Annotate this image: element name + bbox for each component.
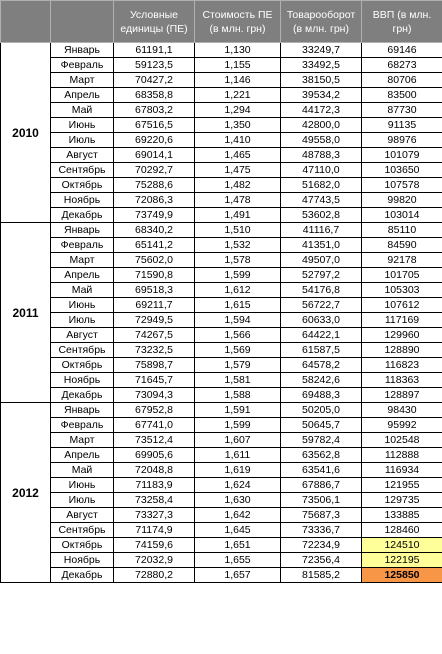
month-cell: Июль [51, 313, 114, 328]
turnover-cell: 50205,0 [281, 403, 362, 418]
units-cell: 75898,7 [114, 358, 195, 373]
month-cell: Март [51, 73, 114, 88]
units-cell: 69220,6 [114, 133, 195, 148]
gdp-cell: 129735 [362, 493, 442, 508]
month-cell: Июнь [51, 478, 114, 493]
units-cell: 72880,2 [114, 568, 195, 583]
turnover-cell: 47110,0 [281, 163, 362, 178]
units-cell: 73232,5 [114, 343, 195, 358]
cost-cell: 1,619 [195, 463, 281, 478]
table-row [1, 133, 442, 148]
header-year [1, 1, 51, 43]
turnover-cell: 52797,2 [281, 268, 362, 283]
gdp-cell: 98430 [362, 403, 442, 418]
header-row [1, 1, 442, 43]
month-cell: Февраль [51, 238, 114, 253]
turnover-cell: 48788,3 [281, 148, 362, 163]
month-cell: Март [51, 253, 114, 268]
header-turnover: Товарооборот (в млн. грн) [281, 1, 362, 43]
cost-cell: 1,130 [195, 43, 281, 58]
units-cell: 75288,6 [114, 178, 195, 193]
cost-cell: 1,410 [195, 133, 281, 148]
gdp-cell: 68273 [362, 58, 442, 73]
gdp-cell: 85110 [362, 223, 442, 238]
turnover-cell: 73336,7 [281, 523, 362, 538]
turnover-cell: 39534,2 [281, 88, 362, 103]
month-cell: Ноябрь [51, 373, 114, 388]
gdp-cell: 128460 [362, 523, 442, 538]
turnover-cell: 63541,6 [281, 463, 362, 478]
gdp-cell: 92178 [362, 253, 442, 268]
units-cell: 72048,8 [114, 463, 195, 478]
table-row [1, 358, 442, 373]
turnover-cell: 49558,0 [281, 133, 362, 148]
gdp-cell: 84590 [362, 238, 442, 253]
units-cell: 73327,3 [114, 508, 195, 523]
month-cell: Декабрь [51, 388, 114, 403]
turnover-cell: 58242,6 [281, 373, 362, 388]
cost-cell: 1,510 [195, 223, 281, 238]
cost-cell: 1,569 [195, 343, 281, 358]
month-cell: Апрель [51, 268, 114, 283]
gdp-cell: 128890 [362, 343, 442, 358]
cost-cell: 1,624 [195, 478, 281, 493]
month-cell: Сентябрь [51, 343, 114, 358]
table-row [1, 238, 442, 253]
turnover-cell: 72356,4 [281, 553, 362, 568]
month-cell: Октябрь [51, 358, 114, 373]
gdp-cell: 112888 [362, 448, 442, 463]
units-cell: 71590,8 [114, 268, 195, 283]
gdp-cell: 122195 [362, 553, 442, 568]
turnover-cell: 41351,0 [281, 238, 362, 253]
units-cell: 75602,0 [114, 253, 195, 268]
month-cell: Апрель [51, 88, 114, 103]
month-cell: Май [51, 283, 114, 298]
gdp-cell: 98976 [362, 133, 442, 148]
units-cell: 67741,0 [114, 418, 195, 433]
table-row [1, 313, 442, 328]
gdp-cell: 118363 [362, 373, 442, 388]
cost-cell: 1,645 [195, 523, 281, 538]
month-cell: Апрель [51, 448, 114, 463]
month-cell: Январь [51, 223, 114, 238]
units-cell: 72086,3 [114, 193, 195, 208]
table-row [1, 193, 442, 208]
units-cell: 71183,9 [114, 478, 195, 493]
turnover-cell: 47743,5 [281, 193, 362, 208]
table-row [1, 103, 442, 118]
units-cell: 69518,3 [114, 283, 195, 298]
month-cell: Декабрь [51, 208, 114, 223]
table-row [1, 538, 442, 553]
table-row [1, 118, 442, 133]
cost-cell: 1,221 [195, 88, 281, 103]
month-cell: Май [51, 463, 114, 478]
month-cell: Июль [51, 133, 114, 148]
turnover-cell: 53602,8 [281, 208, 362, 223]
units-cell: 70427,2 [114, 73, 195, 88]
gdp-cell: 80706 [362, 73, 442, 88]
month-cell: Сентябрь [51, 163, 114, 178]
cost-cell: 1,655 [195, 553, 281, 568]
table-row [1, 73, 442, 88]
cost-cell: 1,482 [195, 178, 281, 193]
table-body [1, 43, 442, 583]
units-cell: 74159,6 [114, 538, 195, 553]
table-row [1, 178, 442, 193]
cost-cell: 1,599 [195, 418, 281, 433]
turnover-cell: 41116,7 [281, 223, 362, 238]
gdp-cell: 101705 [362, 268, 442, 283]
units-cell: 73094,3 [114, 388, 195, 403]
cost-cell: 1,532 [195, 238, 281, 253]
table-row [1, 493, 442, 508]
table-row [1, 463, 442, 478]
gdp-cell: 107612 [362, 298, 442, 313]
cost-cell: 1,350 [195, 118, 281, 133]
cost-cell: 1,294 [195, 103, 281, 118]
gdp-cell: 116934 [362, 463, 442, 478]
month-cell: Август [51, 148, 114, 163]
table-row [1, 163, 442, 178]
units-cell: 68340,2 [114, 223, 195, 238]
cost-cell: 1,612 [195, 283, 281, 298]
turnover-cell: 81585,2 [281, 568, 362, 583]
turnover-cell: 72234,9 [281, 538, 362, 553]
gdp-cell: 125850 [362, 568, 442, 583]
table-row [1, 148, 442, 163]
month-cell: Февраль [51, 58, 114, 73]
cost-cell: 1,581 [195, 373, 281, 388]
units-cell: 71645,7 [114, 373, 195, 388]
units-cell: 61191,1 [114, 43, 195, 58]
cost-cell: 1,146 [195, 73, 281, 88]
units-cell: 72032,9 [114, 553, 195, 568]
year-cell: 2012 [1, 403, 51, 583]
turnover-cell: 75687,3 [281, 508, 362, 523]
table-row [1, 343, 442, 358]
header-month [51, 1, 114, 43]
gdp-cell: 83500 [362, 88, 442, 103]
gdp-cell: 133885 [362, 508, 442, 523]
table-row [1, 253, 442, 268]
table-row [1, 283, 442, 298]
month-cell: Июнь [51, 298, 114, 313]
cost-cell: 1,657 [195, 568, 281, 583]
header-cost: Стоимость ПЕ (в млн. грн) [195, 1, 281, 43]
table-row [1, 268, 442, 283]
month-cell: Июнь [51, 118, 114, 133]
month-cell: Ноябрь [51, 553, 114, 568]
turnover-cell: 54176,8 [281, 283, 362, 298]
cost-cell: 1,599 [195, 268, 281, 283]
cost-cell: 1,478 [195, 193, 281, 208]
cost-cell: 1,491 [195, 208, 281, 223]
units-cell: 65141,2 [114, 238, 195, 253]
units-cell: 73512,4 [114, 433, 195, 448]
cost-cell: 1,630 [195, 493, 281, 508]
table-row [1, 58, 442, 73]
year-cell: 2011 [1, 223, 51, 403]
cost-cell: 1,615 [195, 298, 281, 313]
cost-cell: 1,475 [195, 163, 281, 178]
cost-cell: 1,642 [195, 508, 281, 523]
cost-cell: 1,594 [195, 313, 281, 328]
turnover-cell: 33249,7 [281, 43, 362, 58]
cost-cell: 1,611 [195, 448, 281, 463]
cost-cell: 1,651 [195, 538, 281, 553]
gdp-cell: 128897 [362, 388, 442, 403]
gdp-cell: 103650 [362, 163, 442, 178]
year-cell: 2010 [1, 43, 51, 223]
gdp-cell: 99820 [362, 193, 442, 208]
units-cell: 73258,4 [114, 493, 195, 508]
gdp-cell: 117169 [362, 313, 442, 328]
units-cell: 71174,9 [114, 523, 195, 538]
gdp-cell: 95992 [362, 418, 442, 433]
month-cell: Сентябрь [51, 523, 114, 538]
table-row [1, 403, 442, 418]
turnover-cell: 42800,0 [281, 118, 362, 133]
units-cell: 67803,2 [114, 103, 195, 118]
table-row [1, 508, 442, 523]
gdp-cell: 129960 [362, 328, 442, 343]
units-cell: 67516,5 [114, 118, 195, 133]
month-cell: Август [51, 508, 114, 523]
turnover-cell: 69488,3 [281, 388, 362, 403]
cost-cell: 1,579 [195, 358, 281, 373]
month-cell: Февраль [51, 418, 114, 433]
table-row [1, 298, 442, 313]
table-row [1, 43, 442, 58]
gdp-cell: 116823 [362, 358, 442, 373]
turnover-cell: 64578,2 [281, 358, 362, 373]
turnover-cell: 33492,5 [281, 58, 362, 73]
month-cell: Июль [51, 493, 114, 508]
gdp-cell: 105303 [362, 283, 442, 298]
gdp-cell: 121955 [362, 478, 442, 493]
units-cell: 68358,8 [114, 88, 195, 103]
gdp-cell: 69146 [362, 43, 442, 58]
table-row [1, 88, 442, 103]
units-cell: 59123,5 [114, 58, 195, 73]
turnover-cell: 59782,4 [281, 433, 362, 448]
units-cell: 70292,7 [114, 163, 195, 178]
turnover-cell: 44172,3 [281, 103, 362, 118]
table-row [1, 418, 442, 433]
month-cell: Январь [51, 43, 114, 58]
units-cell: 69014,1 [114, 148, 195, 163]
gdp-cell: 101079 [362, 148, 442, 163]
cost-cell: 1,591 [195, 403, 281, 418]
turnover-cell: 38150,5 [281, 73, 362, 88]
header-gdp: ВВП (в млн. грн) [362, 1, 442, 43]
units-cell: 69905,6 [114, 448, 195, 463]
table-row [1, 478, 442, 493]
table-row [1, 388, 442, 403]
turnover-cell: 49507,0 [281, 253, 362, 268]
gdp-cell: 124510 [362, 538, 442, 553]
table-row [1, 553, 442, 568]
header-units: Условные единицы (ПЕ) [114, 1, 195, 43]
month-cell: Декабрь [51, 568, 114, 583]
table-row [1, 223, 442, 238]
turnover-cell: 50645,7 [281, 418, 362, 433]
turnover-cell: 73506,1 [281, 493, 362, 508]
cost-cell: 1,566 [195, 328, 281, 343]
turnover-cell: 61587,5 [281, 343, 362, 358]
turnover-cell: 63562,8 [281, 448, 362, 463]
table-row [1, 568, 442, 583]
turnover-cell: 56722,7 [281, 298, 362, 313]
units-cell: 67952,8 [114, 403, 195, 418]
table-row [1, 448, 442, 463]
cost-cell: 1,607 [195, 433, 281, 448]
turnover-cell: 60633,0 [281, 313, 362, 328]
month-cell: Август [51, 328, 114, 343]
turnover-cell: 67886,7 [281, 478, 362, 493]
gdp-cell: 102548 [362, 433, 442, 448]
units-cell: 72949,5 [114, 313, 195, 328]
table-row [1, 208, 442, 223]
table-row [1, 523, 442, 538]
month-cell: Октябрь [51, 178, 114, 193]
cost-cell: 1,465 [195, 148, 281, 163]
cost-cell: 1,578 [195, 253, 281, 268]
turnover-cell: 51682,0 [281, 178, 362, 193]
cost-cell: 1,588 [195, 388, 281, 403]
units-cell: 74267,5 [114, 328, 195, 343]
month-cell: Октябрь [51, 538, 114, 553]
gdp-cell: 107578 [362, 178, 442, 193]
month-cell: Ноябрь [51, 193, 114, 208]
gdp-cell: 91135 [362, 118, 442, 133]
month-cell: Март [51, 433, 114, 448]
table-row [1, 328, 442, 343]
units-cell: 73749,9 [114, 208, 195, 223]
month-cell: Май [51, 103, 114, 118]
gdp-cell: 87730 [362, 103, 442, 118]
table-row [1, 373, 442, 388]
turnover-cell: 64422,1 [281, 328, 362, 343]
month-cell: Январь [51, 403, 114, 418]
table-row [1, 433, 442, 448]
units-cell: 69211,7 [114, 298, 195, 313]
gdp-cell: 103014 [362, 208, 442, 223]
cost-cell: 1,155 [195, 58, 281, 73]
